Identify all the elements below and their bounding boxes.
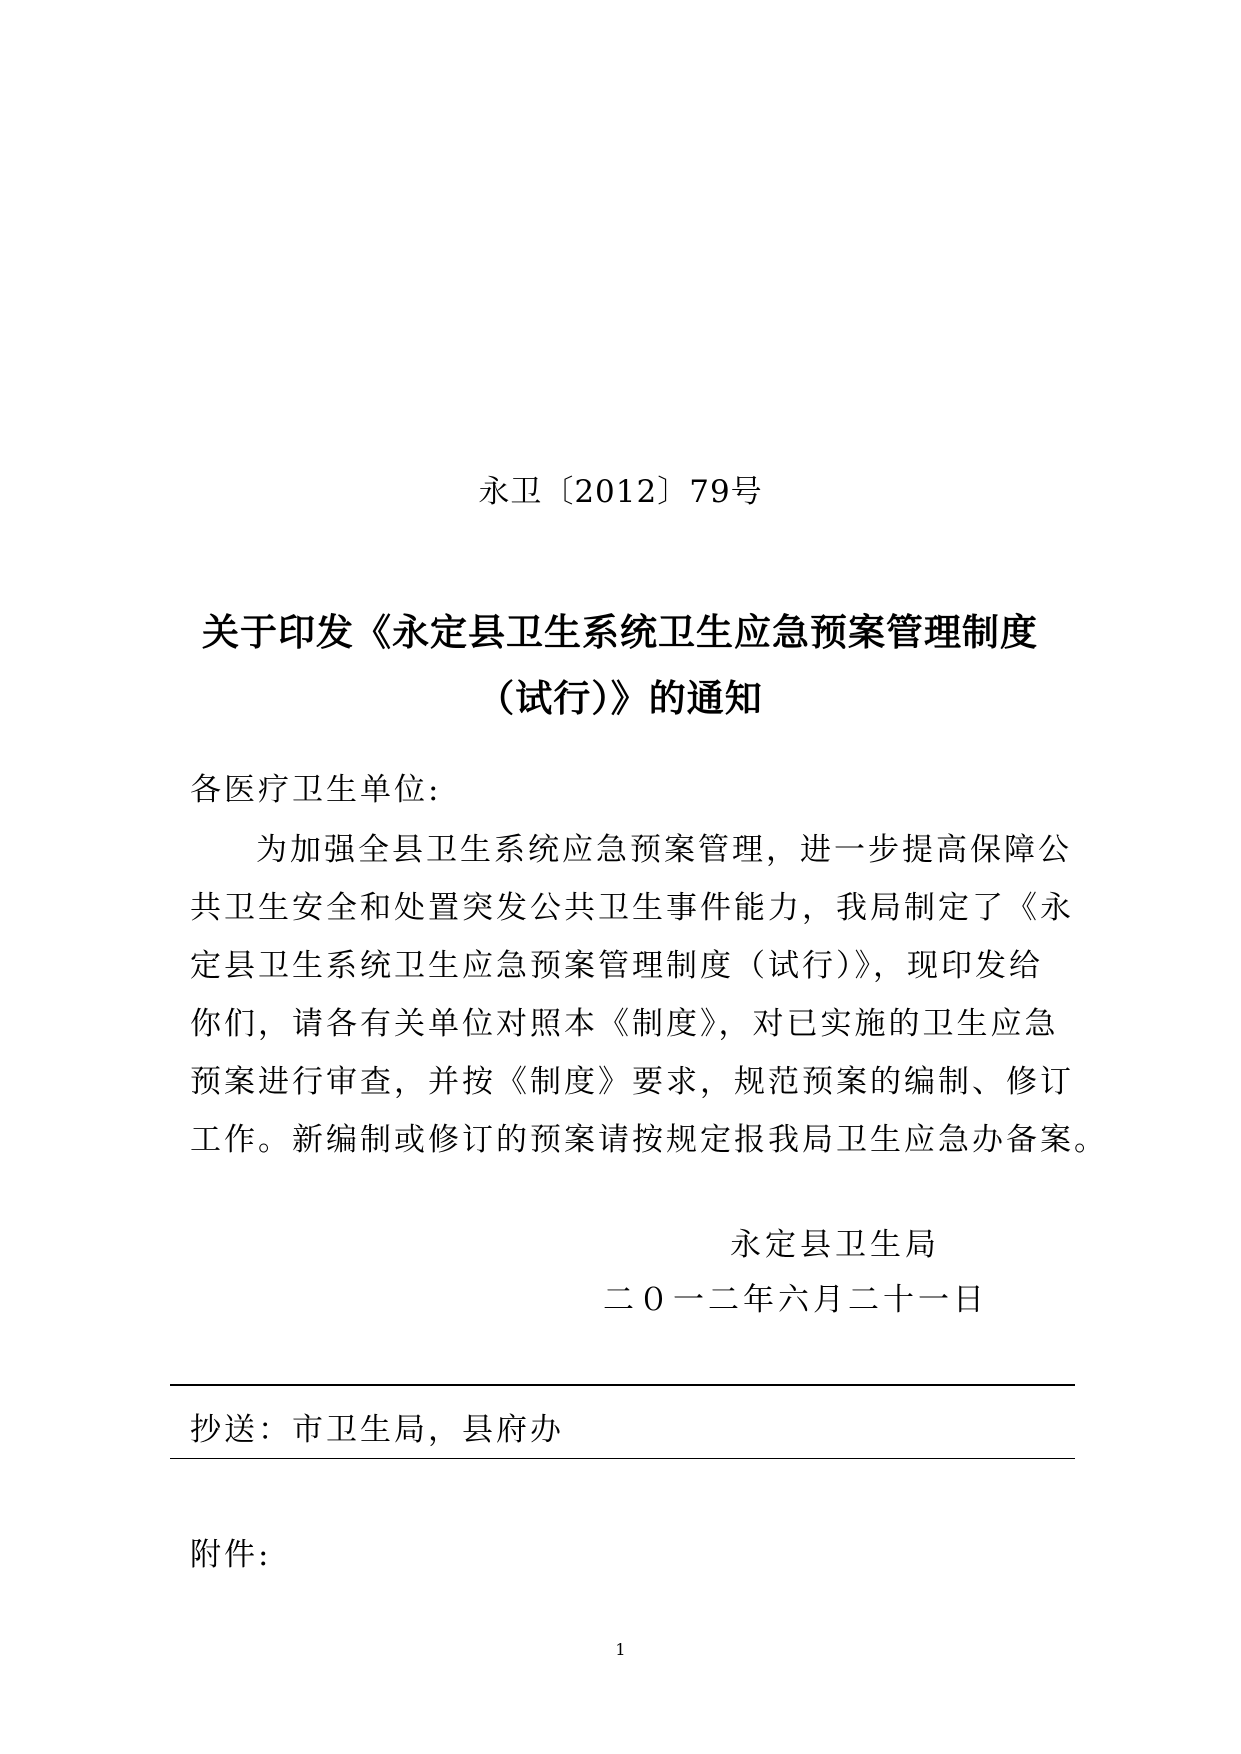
- body-paragraph-line: 预案进行审查，并按《制度》要求，规范预案的编制、修订: [190, 1064, 1074, 1100]
- document-title-line-2: （试行）》的通知: [477, 677, 763, 720]
- page-number: 1: [615, 1640, 626, 1659]
- body-paragraph-line: 为加强全县卫生系统应急预案管理，进一步提高保障公: [256, 832, 1072, 868]
- cc-recipients: 抄送：市卫生局，县府办: [190, 1412, 564, 1448]
- cc-bottom-rule: [170, 1458, 1075, 1459]
- recipient: 各医疗卫生单位:: [190, 772, 442, 808]
- issue-date: 二０一二年六月二十一日: [603, 1282, 988, 1318]
- body-paragraph-line: 你们，请各有关单位对照本《制度》，对已实施的卫生应急: [190, 1006, 1059, 1042]
- issuer-signature: 永定县卫生局: [730, 1227, 940, 1263]
- document-number: 永卫〔2012〕79号: [478, 474, 763, 510]
- body-paragraph-line: 定县卫生系统卫生应急预案管理制度（试行）》，现印发给: [190, 948, 1043, 984]
- cc-top-rule: [170, 1384, 1075, 1386]
- attachment-label: 附件:: [190, 1537, 272, 1573]
- document-title-line-1: 关于印发《永定县卫生系统卫生应急预案管理制度: [202, 611, 1038, 654]
- body-paragraph-line: 共卫生安全和处置突发公共卫生事件能力，我局制定了《永: [190, 890, 1074, 926]
- body-paragraph-line: 工作。新编制或修订的预案请按规定报我局卫生应急办备案。: [190, 1122, 1108, 1158]
